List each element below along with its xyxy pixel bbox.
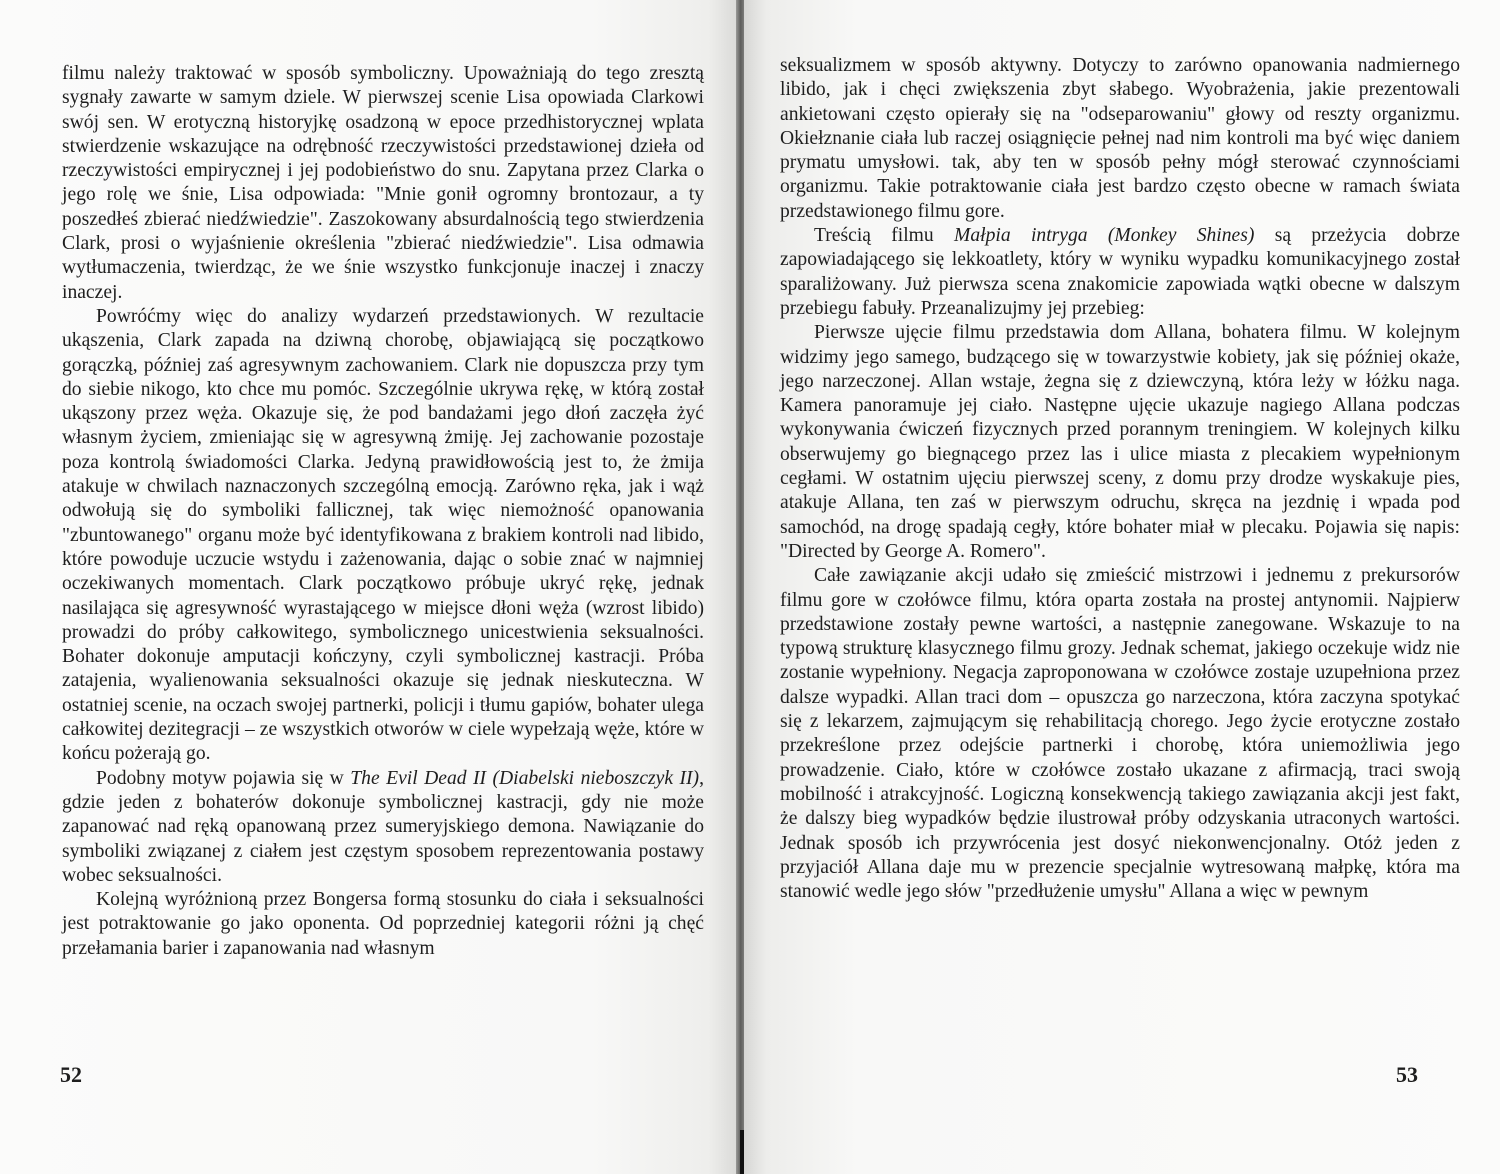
film-title: The Evil Dead II (Diabelski nieboszczyk II) bbox=[350, 767, 700, 789]
page-number: 52 bbox=[60, 1062, 82, 1087]
left-page-text bbox=[62, 62, 704, 961]
right-page-text bbox=[780, 54, 1460, 904]
paragraph-text: , gdzie jeden z bohaterów dokonuje symbolicznej kastracji, gdy nie może zapanować nad ręką opanowaną przez sumeryjskiego demona. Nawiązanie do symboliki związanej z ciałem jest częstym sposobem reprezentowania postawy wobec seksualności. bbox=[62, 767, 704, 886]
paragraph: seksualizmem w sposób aktywny. Dotyczy to zarówno opanowania nadmiernego libido, jak i chęci zwiększenia zbyt słabego. Wyobrażenia, jakie prezentowali ankietowani często opierały się na "odseparowaniu" głowy od reszty organizmu. Okiełznanie ciała lub raczej osiągnięcie pełnej nad nim kontroli ma być więc daniem prymatu umysłowi. tak, aby ten w sposób pełny mógł sterować czynnościami organizmu. Takie potraktowanie ciała jest bardzo często obecne w ramach świata przedstawionego filmu gore. bbox=[780, 55, 1460, 222]
left-page bbox=[0, 0, 738, 1174]
paragraph-text: Podobny motyw pojawia się w bbox=[96, 767, 351, 789]
paragraph: filmu należy traktować w sposób symboliczny. Upoważniają do tego zresztą sygnały zawarte w samym dziele. W pierwszej scenie Lisa opowiada Clarkowi swój sen. W erotyczną historyjkę osadzoną w epoce przedhistorycznej wplata stwierdzenie wskazujące na odrębność rzeczywistości przedstawionej dzieła od rzeczywistości empirycznej i jej podobieństwo do snu. Zapytana przez Clarka o jego rolę we śnie, Lisa odpowiada: "Mnie gonił ogromny brontozaur, a ty poszedłeś zbierać niedźwiedzie". Zaszokowany absurdalnością tego stwierdzenia Clark, prosi o wyjaśnienie określenia "zbierać niedźwiedzie". Lisa odmawia wytłumaczenia, twierdząc, że we śnie wszystko funkcjonuje inaczej i znaczy inaczej. bbox=[62, 63, 704, 303]
paragraph: Powróćmy więc do analizy wydarzeń przedstawionych. W rezultacie ukąszenia, Clark zapada na dziwną chorobę, objawiającą się początkowo gorączką, później zaś agresywnym zachowaniem. Clark nie dopuszcza przy tym do siebie nikogo, kto chce mu pomóc. Szczególnie ukrywa rękę, w którą został ukąszony przez węża. Okazuje się, że pod bandażami jego dłoń zaczęła żyć własnym życiem, zmieniając się w agresywną żmiję. Jej zachowanie pozostaje poza kontrolą świadomości Clarka. Jedyną prawidłowością jest to, że żmija atakuje w chwilach naznaczonych szczególną emocją. Zarówno ręka, jak i wąż odwołują się do symboliki fallicznej, tak więc niemożność opanowania "zbuntowanego" organu może być identyfikowana z brakiem kontroli nad libido, które powoduje uczucie wstydu i zażenowania, dając o sobie znać w najmniej oczekiwanych momentach. Clark początkowo próbuje ukryć rękę, jednak nasilająca się agresywność wyrastającego w miejsce dłoni węża (wzrost libido) prowadzi do próby całkowitego, symbolicznego unicestwienia seksualności. Bohater dokonuje amputacji kończyny, czyli symbolicznej kastracji. Próba zatajenia, wyalienowania seksualności okazuje się jednak nieskuteczna. W ostatniej scenie, na oczach swojej partnerki, policji i tłumu gapiów, bohater ulega całkowitej dezitegracji – ze wszystkich otworów w ciele wypełzają węże, które w końcu pożerają go. bbox=[62, 305, 704, 765]
page-number: 53 bbox=[1396, 1062, 1418, 1087]
right-page bbox=[744, 0, 1500, 1174]
paragraph: Kolejną wyróżnioną przez Bongersa formą stosunku do ciała i seksualności jest potraktowanie go jako oponenta. Od poprzedniej kategorii różni ją chęć przełamania barier i zapanowania nad własnym bbox=[62, 889, 704, 959]
paragraph bbox=[62, 767, 704, 888]
paragraph bbox=[780, 224, 1460, 321]
paragraph-text: są przeżycia dobrze zapowiadającego się lekkoatlety, który w wyniku wypadku komunikacyjnego został sparaliżowany. Już pierwsza scena znakomicie zapowiada wątki obecne w dalszym przebiegu fabuły. Przeanalizujmy jej przebieg: bbox=[780, 225, 1460, 319]
paragraph: Pierwsze ujęcie filmu przedstawia dom Allana, bohatera filmu. W kolejnym widzimy jego samego, budzącego się w towarzystwie kobiety, jak się później okaże, jego narzeczonej. Allan wstaje, żegna się z dziewczyną, która leży w łóżku naga. Kamera panoramuje jej ciało. Następne ujęcie ukazuje nagiego Allana podczas wykonywania ćwiczeń fizycznych przed porannym treningiem. W kolejnych kilku obserwujemy go biegnącego przez las i ulice miasta z plecakiem wypełnionym cegłami. W ostatnim ujęciu pierwszej sceny, z domu przy drodze wyskakuje pies, atakuje Allana, ten zaś w pierwszym odruchu, skręca na jezdnię i wpada pod samochód, na drogę spadają cegły, które bohater miał w plecaku. Pojawia się napis: "Directed by George A. Romero". bbox=[780, 322, 1460, 562]
paragraph: Całe zawiązanie akcji udało się zmieścić mistrzowi i jednemu z prekursorów filmu gore w czołówce filmu, która oparta została na prostej antynomii. Najpierw przedstawione zostały pewne wartości, a następnie zanegowane. Wskazuje to na typową strukturę klasycznego filmu grozy. Jednak schemat, jakiego oczekuje widz nie zostanie wypełniony. Negacja zaproponowana w czołówce zostaje uzupełniona przez dalsze wypadki. Allan traci dom – opuszcza go narzeczona, która zaczyna spotykać się z lekarzem, zajmującym się rehabilitacją chorego. Jego życie erotyczne zostało przekreślone przez odejście partnerki i chorobę, która uniemożliwia jego prowadzenie. Ciało, które w czołówce zostało ukazane z afirmacją, traci swoją mobilność i atrakcyjność. Logiczną konsekwencją takiego zawiązania akcji jest fakt, że dalszy bieg wypadków będzie ilustrował próby odzyskania utraconych wartości. Jednak sposób ich przywrócenia jest dosyć niekonwencjonalny. Otóż jeden z przyjaciół Allana daje mu w prezencie specjalnie wytresowaną małpkę, która ma stanowić wedle jego słów "przedłużenie umysłu" Allana a więc w pewnym bbox=[780, 565, 1460, 903]
film-title: Małpia intryga (Monkey Shines) bbox=[954, 225, 1255, 247]
paragraph-text: Treścią filmu bbox=[814, 225, 955, 247]
